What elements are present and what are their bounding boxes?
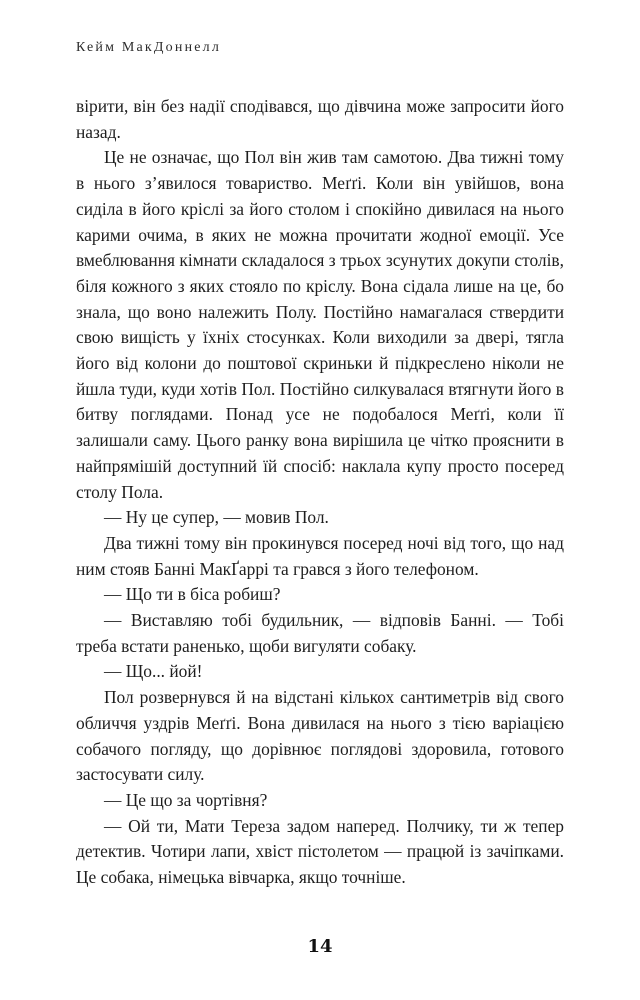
paragraph: — Виставляю тобі будильник, — відповів Банні. — Тобі треба встати раненько, щоби вигуляти собаку. <box>76 610 564 656</box>
paragraph: — Це що за чортівня? <box>104 789 268 810</box>
paragraph: вірити, він без надії сподівався, що дівчина може запросити його назад. <box>76 96 564 142</box>
paragraph: — Що ти в біса робиш? <box>104 584 281 605</box>
page-number: 14 <box>307 936 333 957</box>
paragraph: — Що... йой! <box>104 661 203 682</box>
paragraph: — Ой ти, Мати Тереза задом наперед. Полчику, ти ж тепер детектив. Чотири лапи, хвіст пістолетом — працюй із зачіпками. Це собака, німецька вівчарка, якщо точніше. <box>76 815 564 888</box>
body-text <box>76 94 564 891</box>
paragraph: Два тижні тому він прокинувся посеред ночі від того, що над ним стояв Банні МакҐаррі та грався з його телефоном. <box>76 532 564 579</box>
paragraph: — Ну це супер, — мовив Пол. <box>104 507 329 528</box>
paragraph: Пол розвернувся й на відстані кількох сантиметрів від свого обличчя уздрів Меґґі. Вона дивилася на нього з тією варіацією собачого погляду, що дорівнює поглядові здоровила, готового застосувати силу. <box>76 687 564 785</box>
paragraph: Це не означає, що Пол він жив там самотою. Два тижні тому в нього з’явилося товариство. Меґґі. Коли він увійшов, вона сиділа в його кріслі за його столом і спокійно дивилася на нього карими очима, в яких не можна прочитати жодної емоції. Усе вмеблювання кімнати складалося з трьох зсунутих докупи столів, біля кожного з яких стояло по кріслу. Вона сідала лише на це, бо знала, що воно належить Полу. Постійно намагалася ствердити свою вищість у їхніх стосунках. Коли виходили за двері, тягла його від колони до поштової скриньки й підкреслено ніколи не йшла туди, куди хотів Пол. Постійно силкувалася втягнути його в битву поглядами. Понад усе не подобалося Меґґі, коли її залишали саму. Цього ранку вона вирішила це чітко прояснити в найпрямішій доступний їй спосіб: наклала купу просто посеред столу Пола. <box>76 147 564 502</box>
running-head-author: Кейм МакДоннелл <box>76 40 222 55</box>
